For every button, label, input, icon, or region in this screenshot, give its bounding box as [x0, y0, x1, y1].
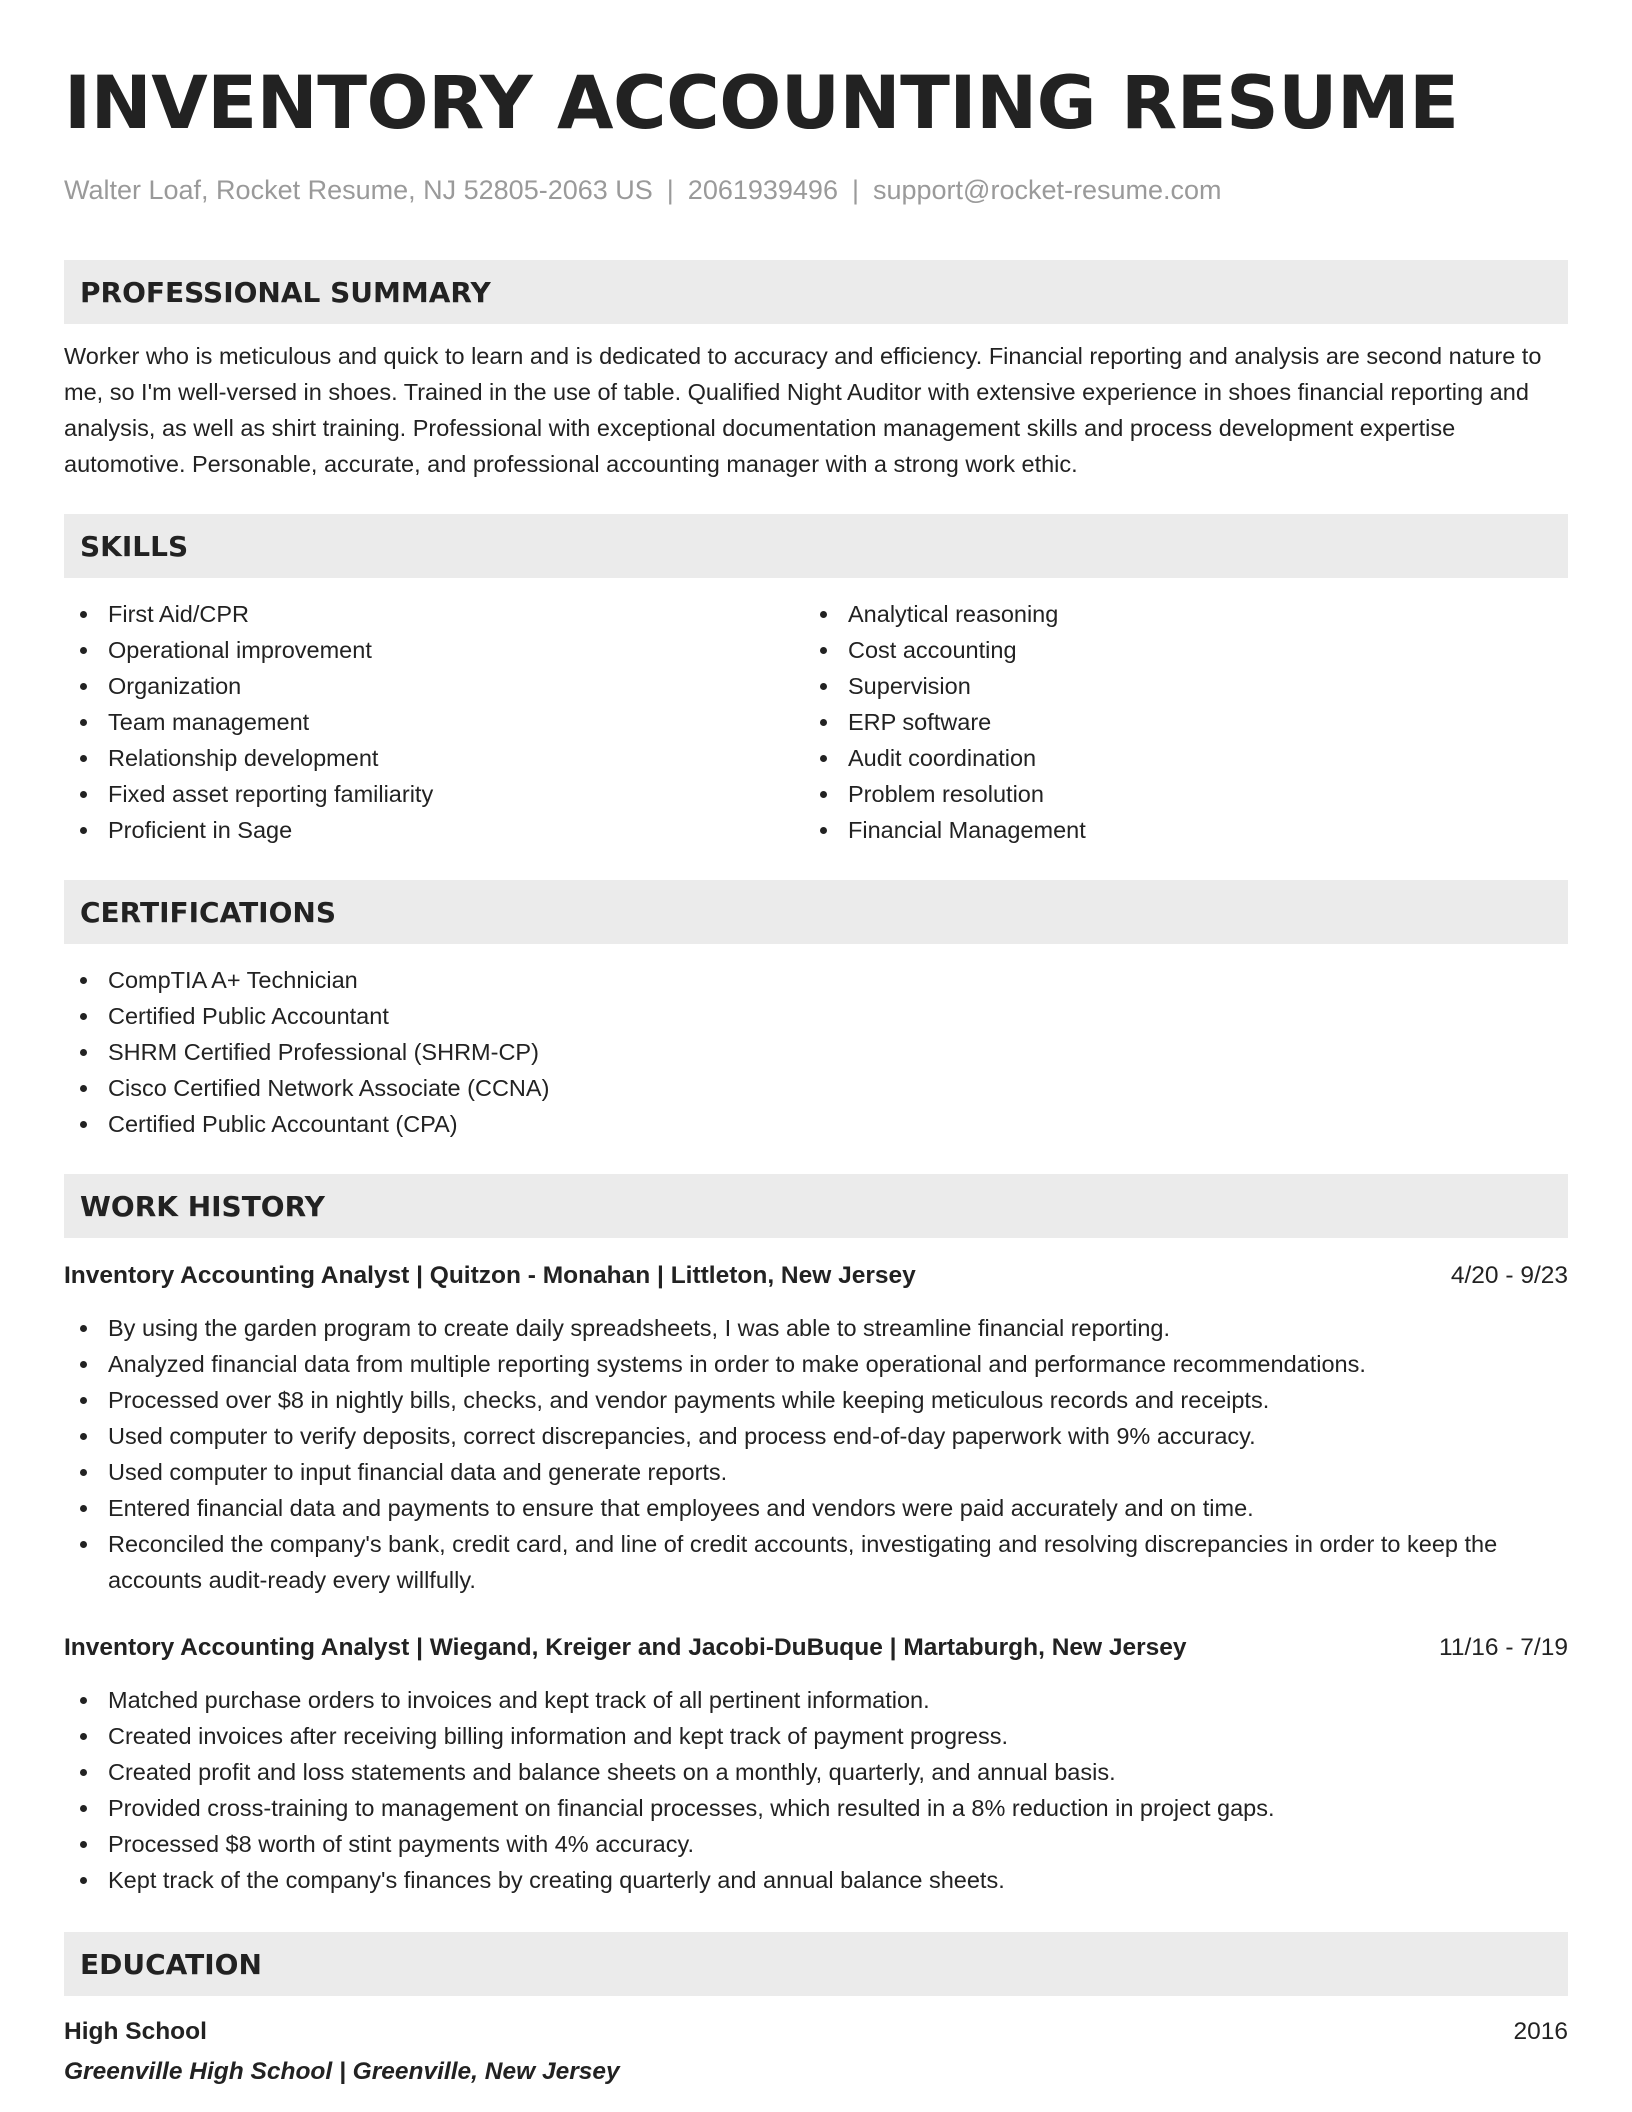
list-item: Problem resolution — [804, 776, 1544, 812]
list-item: Certified Public Accountant (CPA) — [64, 1106, 1568, 1142]
job-entry — [64, 1630, 1568, 1898]
list-item: Reconciled the company's bank, credit card, and line of credit accounts, investigating and resolving discrepancies in order to keep the accounts audit-ready every willfully. — [64, 1526, 1568, 1598]
contact-email: support@rocket-resume.com — [872, 175, 1222, 205]
summary-text: Worker who is meticulous and quick to learn and is dedicated to accuracy and efficiency. Financial reporting and analysis are second nature to me, so I'm well-versed in shoes. Trained in the use of table. Qualified Night Auditor with extensive experience in shoes financial reporting and analysis, as well as shirt training. Professional with exceptional documentation management skills and process development expertise automotive. Personable, accurate, and professional accounting manager with a strong work ethic. — [64, 343, 1542, 477]
resume-title: INVENTORY ACCOUNTING RESUME — [64, 61, 1459, 146]
list-item: Matched purchase orders to invoices and kept track of all pertinent information. — [64, 1682, 1568, 1718]
contact-separator: | — [666, 175, 674, 205]
section-heading-summary: PROFESSIONAL SUMMARY — [64, 260, 1568, 324]
education-header — [64, 2014, 1568, 2050]
list-item: CompTIA A+ Technician — [64, 962, 1568, 998]
job-entry — [64, 1258, 1568, 1598]
skills-grid — [64, 596, 1568, 848]
section-heading-certifications: CERTIFICATIONS — [64, 880, 1568, 944]
education-school: Greenville High School | Greenville, New Jersey — [64, 2058, 620, 2085]
list-item: Team management — [64, 704, 804, 740]
contact-address: Walter Loaf, Rocket Resume, NJ 52805-2063 US — [64, 175, 653, 205]
list-item: Analyzed financial data from multiple reporting systems in order to make operational and performance recommendations. — [64, 1346, 1568, 1382]
list-item: By using the garden program to create daily spreadsheets, I was able to streamline financial reporting. — [64, 1310, 1568, 1346]
contact-line — [64, 172, 1568, 208]
education-degree: High School — [64, 2018, 207, 2045]
job-title: Inventory Accounting Analyst | Quitzon - Monahan | Littleton, New Jersey — [64, 1262, 916, 1289]
skills-list-left — [64, 596, 804, 848]
list-item: First Aid/CPR — [64, 596, 804, 632]
contact-phone: 2061939496 — [687, 175, 838, 205]
list-item: Supervision — [804, 668, 1544, 704]
list-item: Processed over $8 in nightly bills, checks, and vendor payments while keeping meticulous records and receipts. — [64, 1382, 1568, 1418]
job-title: Inventory Accounting Analyst | Wiegand, Kreiger and Jacobi-DuBuque | Martaburgh, New Jersey — [64, 1634, 1187, 1661]
list-item: Cost accounting — [804, 632, 1544, 668]
education-year: 2016 — [1513, 2018, 1568, 2045]
list-item: Created invoices after receiving billing information and kept track of payment progress. — [64, 1718, 1568, 1754]
list-item: Entered financial data and payments to ensure that employees and vendors were paid accurately and on time. — [64, 1490, 1568, 1526]
contact-separator: | — [851, 175, 859, 205]
list-item: Kept track of the company's finances by creating quarterly and annual balance sheets. — [64, 1862, 1568, 1898]
job-dates: 11/16 - 7/19 — [1439, 1634, 1568, 1661]
list-item: Fixed asset reporting familiarity — [64, 776, 804, 812]
list-item: Created profit and loss statements and balance sheets on a monthly, quarterly, and annual basis. — [64, 1754, 1568, 1790]
list-item: Operational improvement — [64, 632, 804, 668]
job-bullets — [64, 1682, 1568, 1898]
job-bullets — [64, 1310, 1568, 1598]
certifications-list — [64, 962, 1568, 1142]
job-header — [64, 1630, 1568, 1666]
job-dates: 4/20 - 9/23 — [1450, 1262, 1568, 1289]
list-item: SHRM Certified Professional (SHRM-CP) — [64, 1034, 1568, 1070]
list-item: Processed $8 worth of stint payments with 4% accuracy. — [64, 1826, 1568, 1862]
list-item: Organization — [64, 668, 804, 704]
list-item: ERP software — [804, 704, 1544, 740]
section-heading-education: EDUCATION — [64, 1932, 1568, 1996]
list-item: Used computer to verify deposits, correct discrepancies, and process end-of-day paperwork with 9% accuracy. — [64, 1418, 1568, 1454]
section-heading-work-history: WORK HISTORY — [64, 1174, 1568, 1238]
list-item: Relationship development — [64, 740, 804, 776]
section-heading-skills: SKILLS — [64, 514, 1568, 578]
list-item: Provided cross-training to management on financial processes, which resulted in a 8% reduction in project gaps. — [64, 1790, 1568, 1826]
list-item: Proficient in Sage — [64, 812, 804, 848]
job-header — [64, 1258, 1568, 1294]
list-item: Audit coordination — [804, 740, 1544, 776]
skills-list-right — [804, 596, 1544, 848]
list-item: Analytical reasoning — [804, 596, 1544, 632]
list-item: Certified Public Accountant — [64, 998, 1568, 1034]
list-item: Used computer to input financial data and generate reports. — [64, 1454, 1568, 1490]
list-item: Financial Management — [804, 812, 1544, 848]
list-item: Cisco Certified Network Associate (CCNA) — [64, 1070, 1568, 1106]
